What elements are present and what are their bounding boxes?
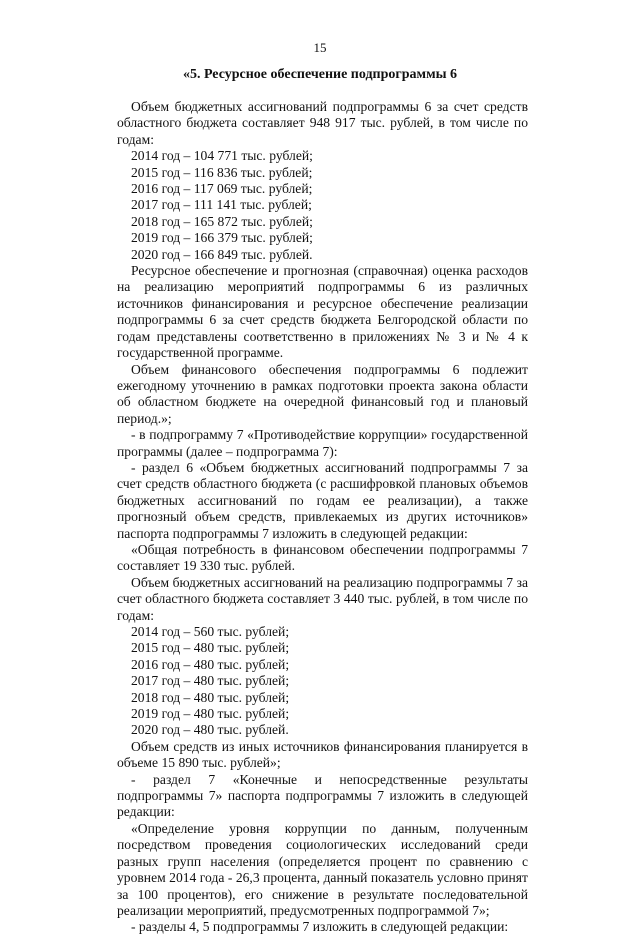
year-line: 2014 год – 560 тыс. рублей; — [131, 624, 290, 639]
paragraph-sections-4-5: - разделы 4, 5 подпрограммы 7 изложить в следующей редакции: — [131, 919, 509, 935]
year-line: 2015 год – 116 836 тыс. рублей; — [131, 164, 313, 180]
paragraph-subprogram7-intro: - в подпрограмму 7 «Противодействие коррупции» государственной программы (далее – подпрограмма 7): — [117, 427, 528, 459]
paragraph-other-sources: Объем средств из иных источников финансирования планируется в объеме 15 890 тыс. рублей»; — [117, 738, 528, 771]
year-line: 2019 год – 166 379 тыс. рублей; — [131, 230, 313, 246]
page-number: 15 — [313, 40, 327, 55]
year-line: 2014 год – 104 771 тыс. рублей; — [131, 148, 313, 164]
paragraph-section7: - раздел 7 «Конечные и непосредственные результаты подпрограммы 7» паспорта подпрограммы 7 изложить в следующей редакции: — [117, 771, 528, 820]
year-line: 2018 год – 165 872 тыс. рублей; — [131, 213, 313, 229]
year-line: 2015 год – 480 тыс. рублей; — [131, 640, 290, 656]
year-line: 2018 год – 480 тыс. рублей; — [131, 689, 290, 705]
year-line: 2020 год – 480 тыс. рублей. — [131, 722, 289, 738]
year-line: 2016 год – 117 069 тыс. рублей; — [131, 181, 313, 197]
year-line: 2017 год – 111 141 тыс. рублей; — [131, 197, 312, 213]
paragraph-financial-volume: Объем финансового обеспечения подпрограммы 6 подлежит ежегодному уточнению в рамках подготовки проекта закона области об областном бюджете на очередной финансовый год и плановый период.»; — [117, 361, 528, 426]
paragraph-budget-sub7: Объем бюджетных ассигнований на реализацию подпрограммы 7 за счет областного бюджета составляет 3 440 тыс. рублей, в том числе по годам: — [117, 574, 528, 623]
document-body — [117, 99, 528, 936]
section-title: «5. Ресурсное обеспечение подпрограммы 6 — [182, 67, 458, 82]
year-line: 2017 год – 480 тыс. рублей; — [131, 673, 290, 689]
paragraph-corruption-level: «Определение уровня коррупции по данным, полученным посредством проведения социологических исследований среди разных групп населения (определяется процент по сравнению с уровнем 2014 года - 26,3 процента, данный показатель условно принят за 100 процентов), его снижение в результате последовательной реализации мероприятий, предусмотренных подпрограммой 7»; — [117, 820, 528, 918]
year-line: 2019 год – 480 тыс. рублей; — [131, 706, 290, 722]
paragraph-section6: - раздел 6 «Объем бюджетных ассигнований подпрограммы 7 за счет средств областного бюджета (с расшифровкой плановых объемов бюджетных ассигнований по годам ее реализации), а также прогнозный объем средств, привлекаемых из других источников» паспорта подпрограммы 7 изложить в следующей редакции: — [117, 459, 528, 541]
year-line: 2016 год – 480 тыс. рублей; — [131, 656, 290, 672]
year-line: 2020 год – 166 849 тыс. рублей. — [131, 246, 313, 262]
paragraph-resource-provision: Ресурсное обеспечение и прогнозная (справочная) оценка расходов на реализацию мероприятий подпрограммы 6 из различных источников финансирования и ресурсное обеспечение реализации подпрограммы 6 за счет средств бюджета Белгородской области по годам представлены соответственно в приложениях № 3 и № 4 к государственной программе. — [117, 263, 528, 361]
paragraph-budget-sub6: Объем бюджетных ассигнований подпрограммы 6 за счет средств областного бюджета составляет 948 917 тыс. рублей, в том числе по годам: — [117, 99, 528, 147]
paragraph-total-need: «Общая потребность в финансовом обеспечении подпрограммы 7 составляет 19 330 тыс. рублей. — [117, 541, 528, 574]
